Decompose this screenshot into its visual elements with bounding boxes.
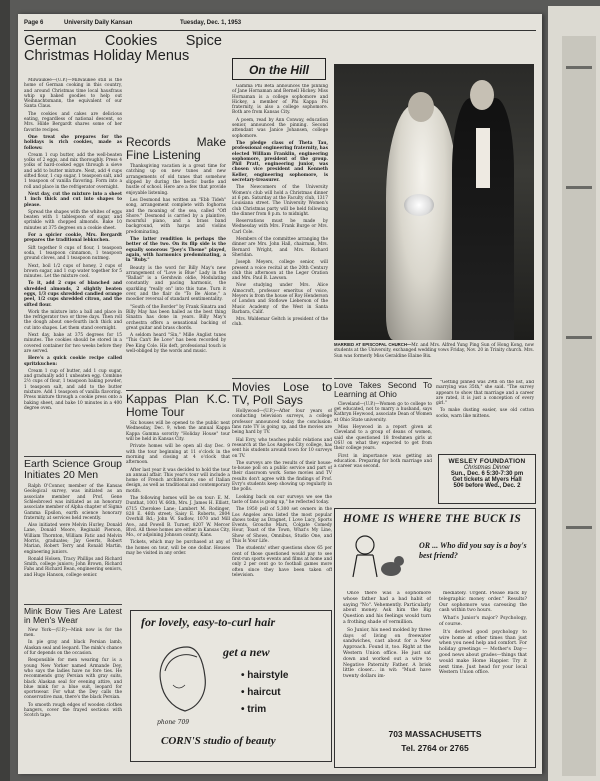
movies-para: The 1950 poll of 5,300 set owners in the Los Angeles area listed the most popular shows today as Dragnet, I Love Lucy, Sports Events, Groucho Marx, Colgate Comedy Hour, Toast of the Town, What's My Line, Show of Shows, Omnibus, Studio One, and This Is Your Life. [232,507,332,545]
boy-with-dog-illustration [345,531,405,581]
cookies-para: Milwaukee—(U.P.)—Milwaukee still is the home of German cooking in this country, and around Christmas time local hausfraus whip up baked goodies to help out Weihnachtsmann, the equivalent of our Santa Claus. [24,78,122,110]
hill-para: Members of the committee arranging the dinner are Mrs. John Hall, chairman, Mrs. Bernard Wright, and Mrs. Richard Sheridan. [232,237,328,258]
cookies-para: Next day, cut the mixture into a sheet 1 inch thick and cut into shapes to please. [24,191,122,208]
kappas-para: Tickets, which may be purchased at any of the homes on tour, will be one dollar. Houses may be visited in any order. [126,540,230,557]
love-para: First in importance was getting an education. Preparing for both marriage and a career was second. [334,453,432,470]
movies-article [232,378,332,605]
love-para: Miss Heywood in a report given at Cleveland to a group of deans of women, said she questioned 18 freshmen girls at OSU on what they expected to get from their college years. [334,425,432,452]
photo-caption [334,342,534,374]
hair-ad [130,610,332,762]
buck-ad-address: 703 MASSACHUSETTS [388,729,482,739]
wesley-subtitle: Christmas Dinner [463,465,511,471]
kappas-para: The following homes will be on tour: E. M. Dunthat, 1001 W. 66th, Mrs. J. James H. Elliott, 6715 Cherokee Lane; Lambert M. Rodinger, 828 E. 46th street; Saisy E. Roberts, 2804 Overhill Rd.; John W. Sudlow, 1070 and Mill Ave., and Powell B. Turner, 8207 W. Mercer Blvd. All these homes are either in Kansas City, Mo., or adjoining Johnson county, Kans. [126,496,230,539]
buck-para: So Junior, his need molded by three days of living on freewater sandwiches, cast about for a New Approach. Found it, too. Right at the Western Union office. He just sat down and worked out a wire to Negative Paternity Father. A brisk little closer... in wit: "Must have twenty dollars im- [343,627,431,680]
cookies-headline: German Cookies Spice Christmas Holiday Menus [24,34,222,65]
woman-profile-illustration [147,641,219,715]
wesley-when: Sun., Dec. 6 5:30-7:30 pm [450,471,524,477]
movies-para: The surveys are the results of their house-to-house poll on a public service and part of their classroom work. Some movies and TV results don't agree with the findings of Prof. Evry's students keep showing up regularly in the polls. [232,460,332,493]
mink-headline: Mink Bow Ties Are Latest in Men's Wear [24,606,122,625]
facing-page-edge [548,6,600,781]
bride-figure [386,104,458,340]
earth-article [24,456,122,599]
hair-ad-phone: phone 709 [157,719,190,726]
love-para: To make dusting easier, use old cotton socks, warn like mittens. [436,408,534,419]
caption-text: Mr. and Mrs. Alfred Yung Ping Sun of Hong Kong, now students at the University, exchanged wedding vows Friday, Nov. 20 in Trinity church. Mrs. Sun was formerly Miss Geraldine Elaine Bix. [334,343,534,359]
facing-page-rule [566,526,592,529]
hill-para: Gamma Phi Beta announces the pinning of Jane Hornaman and Bernell Hickey. Miss Hornaman is a college sophomore and Hickey, a member of Phi Kappa Psi fraternity, is also a college sophomore. Both are from Kansas City. [232,84,328,116]
hill-para: Reservations must be made by Wednesday with Mrs. Frank Burge or Mrs. Carl Cole. [232,219,328,235]
groom-shirt [476,128,490,188]
hair-ad-service: • haircut [241,687,281,698]
wesley-foundation-ad [438,454,536,504]
kappas-para: Private homes will be open all day Dec. 9 with the tour beginning at 11 o'clock in the morning and closing at 4 o'clock that afternoon. [126,444,230,466]
wesley-tickets: Get tickets at Myers Hall [452,477,522,483]
buck-para: It's derived good psychology to wire home at other times than just when you need help and comfort. For holiday greetings — Mother's Day—good news about grades—things that would make Home Happier. Try it next time. Just head for your local Western Union office. [439,629,527,676]
hair-ad-get-new: get a new [223,645,270,659]
mink-para: In pie gray and black Persian lamb, Alaskan seal and leopard. The mink's chance of fur depends on the occasion. [24,640,122,657]
records-para: Thanksgiving vacation is a great time for catching up on new tunes and new arrangements of old tunes that somehow slipped by during the hectic bustle and hustle of school. Here are a few that provide enjoyable listening. [126,164,226,196]
on-the-hill-heading-box [232,58,326,80]
facing-page-rule [566,336,592,339]
groom-head [470,80,494,110]
facing-page-rule [566,186,592,189]
hill-para: A poem, read by Ann Conway, education senior, announced the pinning. Second attendant was Janice Johansen, college sophomore. [232,117,328,139]
hair-ad-service: • trim [241,704,267,715]
hill-para: The Newcomers of the University Women's club will hold a Christmas dinner at 6 pm. Saturday at the Faculty club, 1317 Louisiana street. The University Women's club Christmas party will be held following the dinner from 8 p.m. to midnight. [232,185,328,217]
cookies-para: Spread the shapes with the whites of eggs beaten with 1 tablespoon of sugar, and sprinkle with chopped almonds. Bake 10 minutes at 375 degrees on a cookie sheet. [24,209,122,231]
cookies-para: Here's a quick cookie recipe called spritzkuchen: [24,356,122,367]
caption-lead: MARRIED AT EPISCOPAL CHURCH— [334,342,412,347]
page-number: Page 6 [24,20,44,26]
earth-para: Ronald Holsen, Tracy Phillips and Richard Smith, college juniors; John Brown, Richard Fahs and Richard Bean, engineering seniors, and Hugo Hanson, college senior. [24,556,122,578]
cookies-para: Work the mixture into a ball and place in the refrigerator two or three days. Then roll the dough about one-fourth inch thick and cut into shapes. Let them stand overnight. [24,309,122,331]
bride-head [408,92,434,122]
buck-ad-tagline: OR ... Who did you say is a boy's best friend? [419,541,527,560]
records-article [126,136,226,386]
on-the-hill-column [232,84,328,376]
wesley-title: WESLEY FOUNDATION [448,458,526,465]
masthead [24,18,536,31]
buck-ad-title: HOME IS WHERE THE BUCK IS [343,513,522,525]
hair-ad-headline: for lovely, easy-to-curl hair [141,615,276,629]
hill-para: Joseph Meyers, college senior, will present a voice recital at the 20th Century club this afternoon at the Leger Oration and Mrs. Paul B. Lawson. [232,260,328,282]
love-para: "Getting pinned was 29th on the list, and marrying was 35th," she said. "The survey appears to show that marriage and a career are rated, it is just a conception of every girl." [436,380,534,407]
records-para: Les Desmond has written an "Ebb Tideh" song, arrangement complete with foghorns and the moaning of the sea, called "Off Shore." Desmond is carried by a plaintive, mournful piano, and a brass band background, with harps and violins predominating. [126,197,226,235]
cookies-para: For a spicier cookie, Mrs. Bergardt prepares the traditional lebkuchen. [24,233,122,244]
cookies-para: Next, boil 1/2 cups of honey, 2 cups of brown sugar, and 1 cup water together for 5 minutes. Let the mixture cool. [24,263,122,280]
hill-para: The pledge class of Theta Tau, professional engineering fraternity, has elected William Franklin, engineering sophomore, president of the group. Phil Pratt, engineering junior, was chosen vice president and Kenneth Keller, engineering sophomore, is secretary-treasurer. [232,140,328,184]
kappas-article [126,390,230,603]
paper-name: University Daily Kansan [64,20,133,26]
records-headline: Records Make Fine Listening [126,136,226,162]
earth-para: Ralph O'Connor, member of the Kansas Geological survey, was initiated as an associate member and Prof. Gene Schlesbrowd was initiated as an honorary associate member of Alpha chapter of Sigma Gamma Epsilon, earth science honorary fraternity, at services held recently. [24,484,122,521]
hill-para: Mrs. Waldemar Geltch is president of the club. [232,317,328,328]
buck-para: What's Junior's major? Psychology, of course. [439,616,527,627]
mink-para: Responsible for men wearing fur is a young New Yorker named Armande Dey, who says the ladies have no fore ties. He recommends gray Persian with gray suits, black Alaskan seal for evening attire, and blue mink for a blue suit, leopard for sportswear. For what the Dey calls the conservative man, there's the black Persian. [24,658,122,701]
mink-para: New York—(U.P.)—Mink now is for the men. [24,627,122,639]
love-para: Cleveland—(U.P.)—Women go to college to get educated, not to marry a husband, says Kathryn Heywood, associate Dean of Women at Ohio State university. [334,401,432,423]
movies-para: The students' other questions show 65 per cent of those questioned would pay to see first-run sports events and films at home and only 2 per cent go to football games more often since they have been taken off television. [232,546,332,578]
movies-para: Hal Evry, who teaches public relations and research at the Los Angeles City college, has sent his students around town for 10 surveys on TV. [232,437,332,459]
mink-article [24,604,122,773]
buck-ad-body-left [343,591,431,721]
movies-para: Hollywood—(U.P.)—After four years of conducting television surveys, a college professor announced today the conclusion: fans rate TV is going up, and the movies are being hard by TV. [232,409,332,436]
cookies-para: Cream 1 cup butter, add the well-beaten yolks of 2 eggs, and mix thoroughly. Press 4 yolks of hard-cooked eggs through a sieve and add to butter mixture. Next, add 4 cups sifted flour, 1 cup sugar, 1 teaspoon salt, and 1 teaspoon of vanilla flavoring. Form into a roll and place in the refrigerator overnight. [24,152,122,190]
wedding-photo [334,64,534,340]
cookies-para: The cookies and cakes are delicious eating, regardless of national descent, so Mrs. Hilde Bergardt shares some of her favorite recipes. [24,111,122,133]
buck-ad-body-right [439,591,527,721]
binding-edge [0,0,10,781]
issue-date: Tuesday, Dec. 1, 1953 [180,20,242,26]
facing-page-rule [566,66,592,69]
cookies-headline-block [24,34,222,76]
hair-ad-service: • hairstyle [241,670,289,681]
earth-para: Also initiated were Melvin Hurley, Donald Lane, Donald Moore, Reginald Pierson, William Thornton, William Fatic and Melvin Morris, graduates; Jay Geerts, Robert Marian, Robert Terry and Ronald Martin, engineering juniors. [24,523,122,555]
cookies-para: One treat she prepares for the holidays is rich cookies, made as follows: [24,134,122,151]
western-union-ad [334,508,536,768]
buck-para: Once there was a sophomore whose father had a bad habit of saying "No". Vehemently. Particularly about money. Ask him the Big Question and his feelings would turn a frothing shade of vermillion. [343,591,431,625]
love-article [334,378,432,499]
kappas-para: Six houses will be opened to the public next Wednesday, Dec. 9, when the annual Kappa Kappa Gamma sorority "Holiday House" tour will be held in Kansas City. [126,421,230,443]
newspaper-page [18,14,542,774]
hair-ad-services [241,667,288,718]
bouquet [404,194,434,216]
hair-ad-salon-name: CORN'S studio of beauty [161,735,276,747]
records-para: A seldom heard "Sin," Mille Anglist tunes "This Can't Be Love" has been recorded by Pee King Cole. His deft, professional touch is well-obliged by the words and music. [126,333,226,354]
kappas-para: After last year it was decided to hold the tour an annual affair. This year's tour will include a home of French architecture, one of Italian design, as well as traditional and contemporary motifs. [126,467,230,494]
movies-para: Looking back on our surveys we see the taste of fans is going up," he reflected today. [232,494,332,505]
love-headline: Love Takes Second To Learning at Ohio [334,380,432,399]
cookies-para: To it, add 2 cups of blanched and shredded almonds, 2 slightly beaten eggs, 1/3 cups shredded candied orange peel, 1/2 cups shredded citron, and the sifted flour. [24,281,122,308]
cookies-para: Next day, bake at 375 degrees for 15 minutes. The cookies should be stored in a covered container for two weeks before they are served. [24,333,122,354]
buck-ad-phone: Tel. 2764 or 2765 [401,743,469,753]
hill-para: Now studying under Mrs. Alice Almocroft, professor emeritus of voice, Meyers is from the house of Roy Henderson of London and Stoflowe Lieberson of the Music Academy of the West in Santa Barbara, Calif. [232,283,328,315]
on-the-hill-heading: On the Hill [249,63,309,77]
kappas-headline: Kappas Plan K.C. Home Tour [126,392,230,419]
buck-para: mediately. Urgent. Please Back by telegraphic money order." Results? Our sophomore was caressing the cash within two hours. [439,591,527,614]
cookies-para: Sift together 8 cups of flour, 1 teaspoon soda, 1 teaspoon cinnamon, 1 teaspoon ground cloves, and 1 teaspoon nutmeg. [24,245,122,262]
cookies-article [24,78,122,454]
movies-headline: Movies Lose to TV, Poll Says [232,380,332,407]
records-para: Beauty is the word for Billy May's new arrangement of "Love is Blue" Lady in the "Ballad" is a Gershwin oldie, Modulating constantly and pacing harmonic, the sparkling "really on" into this tune. Turn it over, and the flair do "To Be Alone," a moodier reversal of standard sentimentality. [126,265,226,303]
facing-page-column [562,36,596,776]
records-para: The latter rendition is perhaps the better of the two. On its flip side is the equally sonorous "Joey's Theme" played, again, with harmonics predominating, a la "Ruby." [126,237,226,264]
cookies-para: Cream 1 cup of butter, add 1 cup sugar, and gradually add 1 unbeaten egg. Combine 2½ cups of flour, 1 teaspoon baking powder, 1 teaspoon salt, and add to the butter mixture. Add 1 teaspoon of vanilla flavoring. Press mixture through a cookie press onto a baking sheet, and bake 10 minutes in a 400 degree oven. [24,368,122,411]
wesley-price: 50¢ before Wed., Dec. 2 [453,483,521,489]
records-para: "South of the Border" by Frank Sinatra and Billy May has been hailed as the best thing Sinatra has done in years. Billy May's orchestra offers a sensational backing of great guitar and brass chords. [126,304,226,331]
mink-para: To smooth rough edges of wooden clothes hangers, cover the frayed sections with Scotch tape. [24,702,122,719]
earth-headline: Earth Science Group Initiates 20 Men [24,458,122,482]
love-article-continued [436,380,534,452]
